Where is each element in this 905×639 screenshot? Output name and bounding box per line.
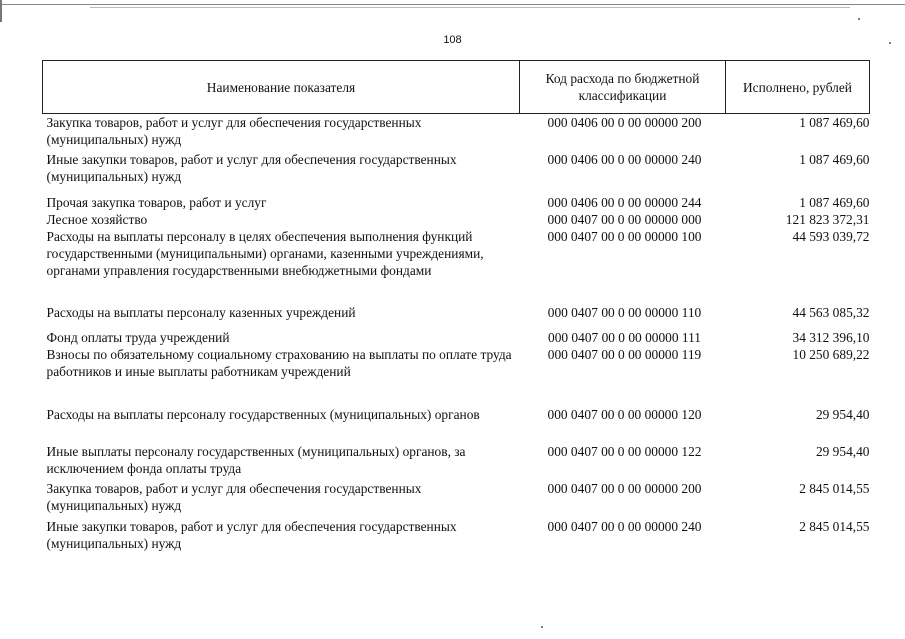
row-code: 000 0407 00 0 00 00000 000 — [547, 212, 702, 227]
table-row — [43, 194, 870, 211]
row-name: Прочая закупка товаров, работ и услуг — [46, 195, 267, 210]
row-name: Расходы на выплаты персоналу в целях обеспечения выполнения функций государственными (муниципальными) органами, казенными учреждениями, органами управления государственными внебюджетными фондами — [46, 229, 484, 278]
table-row — [43, 443, 870, 480]
table-row — [43, 304, 870, 329]
table-row — [43, 518, 870, 554]
row-name: Расходы на выплаты персоналу казенных учреждений — [46, 305, 356, 320]
table-row — [43, 329, 870, 346]
row-amount: 29 954,40 — [815, 444, 870, 459]
table-row — [43, 211, 870, 228]
table-row — [43, 114, 870, 152]
table-row — [43, 151, 870, 194]
row-code: 000 0407 00 0 00 00000 122 — [547, 444, 702, 459]
row-name: Закупка товаров, работ и услуг для обеспечения государственных (муниципальных) нужд — [46, 115, 422, 147]
scan-edge-mark — [0, 0, 2, 22]
header-indicator-name: Наименование показателя — [43, 61, 520, 114]
row-code: 000 0406 00 0 00 00000 240 — [547, 152, 702, 167]
row-name: Закупка товаров, работ и услуг для обеспечения государственных (муниципальных) нужд — [46, 481, 422, 513]
row-amount: 2 845 014,55 — [799, 481, 870, 496]
row-code: 000 0407 00 0 00 00000 119 — [547, 347, 702, 362]
top-border-line — [0, 4, 905, 5]
row-amount: 121 823 372,31 — [785, 212, 870, 227]
row-code: 000 0407 00 0 00 00000 200 — [547, 481, 702, 496]
row-amount: 44 593 039,72 — [792, 229, 870, 244]
scan-speck — [858, 18, 860, 20]
row-code: 000 0407 00 0 00 00000 100 — [547, 229, 702, 244]
row-code: 000 0407 00 0 00 00000 111 — [548, 330, 701, 345]
table-row — [43, 346, 870, 406]
row-amount: 1 087 469,60 — [799, 195, 870, 210]
row-amount: 29 954,40 — [815, 407, 870, 422]
row-name: Фонд оплаты труда учреждений — [46, 330, 230, 345]
row-name: Расходы на выплаты персоналу государственных (муниципальных) органов — [46, 407, 480, 422]
table-row — [43, 480, 870, 518]
row-amount: 34 312 396,10 — [792, 330, 870, 345]
header-executed-amount: Исполнено, рублей — [726, 61, 870, 114]
row-amount: 1 087 469,60 — [799, 152, 870, 167]
row-code: 000 0407 00 0 00 00000 110 — [547, 305, 702, 320]
row-code: 000 0407 00 0 00 00000 240 — [547, 519, 702, 534]
header-expense-code: Код расхода по бюджетной классификации — [520, 61, 726, 114]
row-amount: 1 087 469,60 — [799, 115, 870, 130]
table-header-row — [43, 61, 870, 114]
row-code: 000 0406 00 0 00 00000 200 — [547, 115, 702, 130]
row-amount: 2 845 014,55 — [799, 519, 870, 534]
table-row — [43, 406, 870, 443]
row-name: Взносы по обязательному социальному страхованию на выплаты по оплате труда работников и иные выплаты работникам учреждений — [46, 347, 512, 379]
page-number: 108 — [443, 34, 462, 46]
row-amount: 44 563 085,32 — [792, 305, 870, 320]
row-name: Иные закупки товаров, работ и услуг для обеспечения государственных (муниципальных) нужд — [46, 152, 457, 184]
scan-speck — [541, 626, 543, 628]
row-name: Иные выплаты персоналу государственных (муниципальных) органов, за исключением фонда оплаты труда — [46, 444, 466, 476]
top-border-line-secondary — [90, 7, 850, 8]
row-amount: 10 250 689,22 — [792, 347, 870, 362]
budget-execution-table — [42, 60, 870, 554]
row-code: 000 0407 00 0 00 00000 120 — [547, 407, 702, 422]
row-name: Лесное хозяйство — [46, 212, 148, 227]
row-name: Иные закупки товаров, работ и услуг для обеспечения государственных (муниципальных) нужд — [46, 519, 457, 551]
row-code: 000 0406 00 0 00 00000 244 — [547, 195, 702, 210]
table-row — [43, 228, 870, 304]
